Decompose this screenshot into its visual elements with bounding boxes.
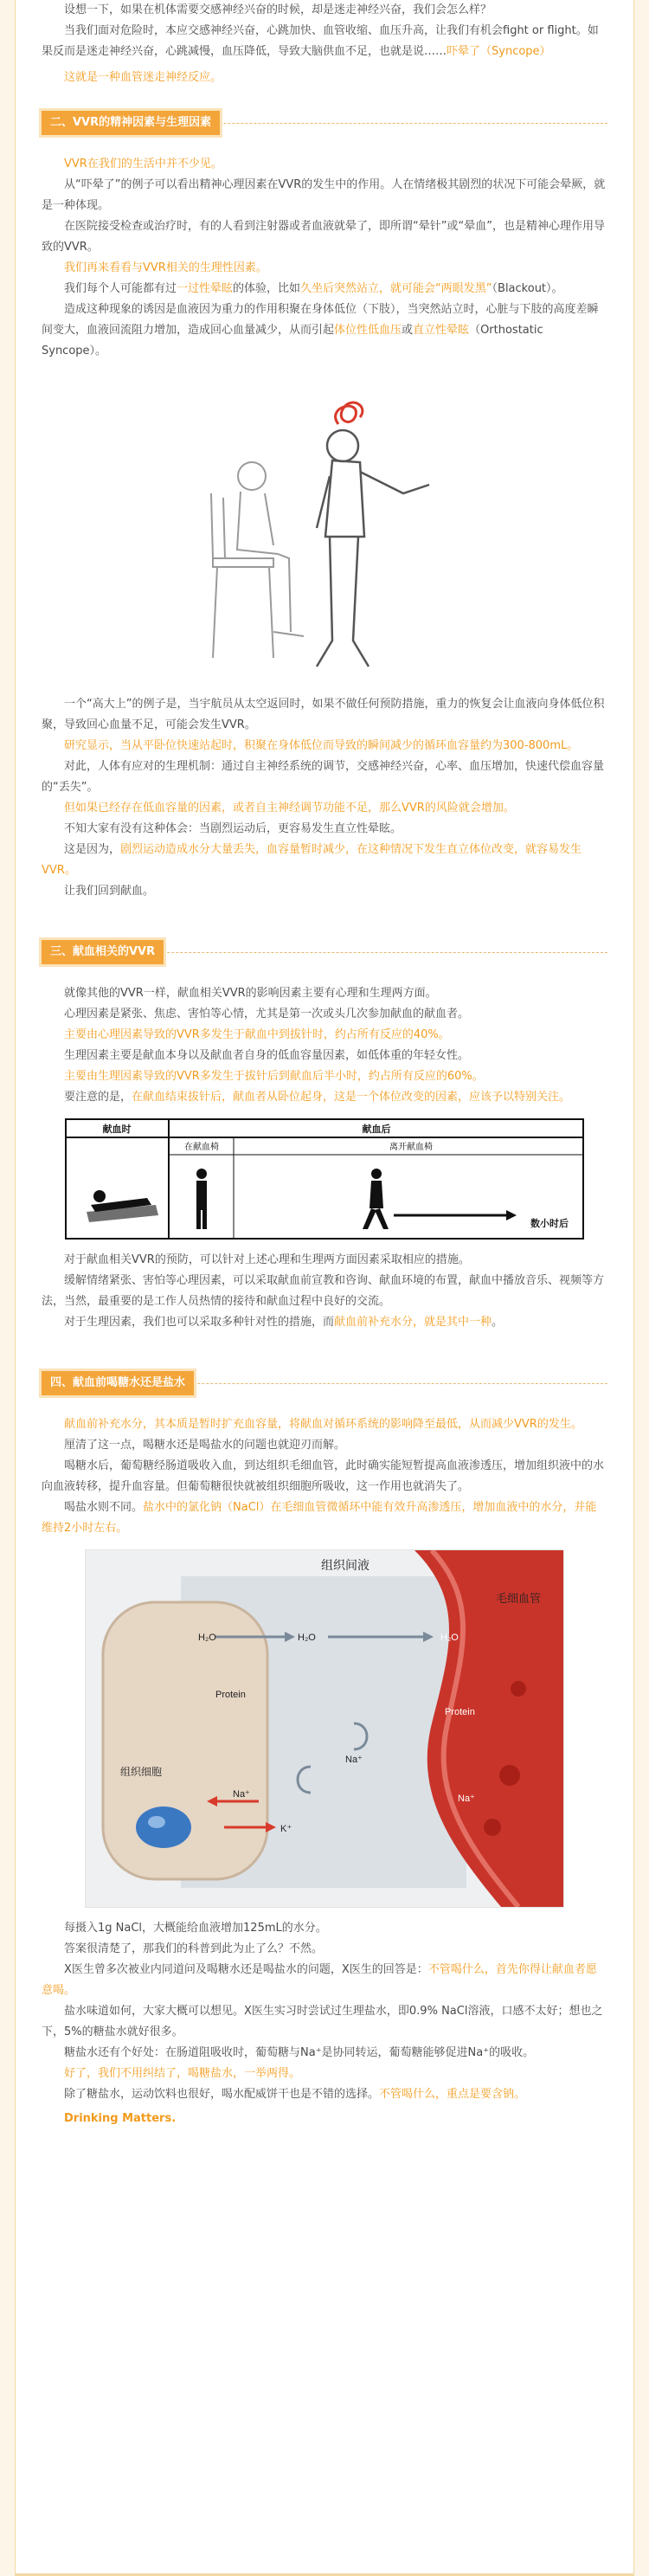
s2-p10: 但如果已经存在低血容量的因素，或者自主神经调节功能不足，那么VVR的风险就会增加。 xyxy=(64,802,515,815)
osmosis-na-3: Na⁺ xyxy=(458,1794,475,1804)
s3-p5: 主要由生理因素导致的VVR多发生于拔针后到献血后半小时，约占所有反应的60%。 xyxy=(64,1070,484,1083)
s2-p6: 造成这种现象的诱因是血液因为重力的作用积聚在身体低位（下肢），当突然站立时，心脏与下肢的高度差瞬间变大，血液回流阻力增加，造成回心血量减少，从而引起体位性低血压或直立性晕眩（Orthostatic Syncope）。 xyxy=(42,303,599,357)
s4-p7: X医生曾多次被业内同道问及喝糖水还是喝盐水的问题，X医生的回答是：不管喝什么，首先你得让献血者愿意喝。 xyxy=(42,1963,597,1997)
s4-p12-drinking-matters: Drinking Matters. xyxy=(64,2112,177,2125)
s2-p4: 我们再来看看与VVR相关的生理性因素。 xyxy=(64,261,267,274)
figure-osmosis-diagram xyxy=(85,1549,564,1908)
timeline-sub-offchair: 离开献血椅 xyxy=(389,1143,433,1152)
s2-p7: 一个“高大上”的例子是，当宇航员从太空返回时，如果不做任何预防措施，重力的恢复会让血液向身体低位积聚，导致回心血量不足，可能会发生VVR。 xyxy=(42,698,605,731)
figure-donation-timeline xyxy=(65,1118,584,1240)
s3-p1: 就像其他的VVR一样，献血相关VVR的影响因素主要有心理和生理两方面。 xyxy=(64,987,437,1000)
timeline-col-after: 献血后 xyxy=(362,1124,391,1135)
section-header-2 xyxy=(42,107,607,138)
s2-p8: 研究显示，当从平卧位快速站起时，积聚在身体低位而导致的瞬间减少的循环血容量约为300-800mL。 xyxy=(64,739,579,752)
s4-p11: 除了糖盐水，运动饮料也很好，喝水配威饼干也是不错的选择。不管喝什么，重点是要含钠。 xyxy=(64,2088,526,2101)
osmosis-na-1: Na⁺ xyxy=(233,1789,250,1800)
s3-p9: 对于生理因素，我们也可以采取多种针对性的措施，而献血前补充水分，就是其中一种。 xyxy=(64,1316,504,1329)
s4-p1: 献血前补充水分，其本质是暂时扩充血容量，将献血对循环系统的影响降至最低，从而减少VVR的发生。 xyxy=(64,1418,582,1431)
s2-p5: 我们每个人可能都有过一过性晕眩的体验，比如久坐后突然站立，就可能会“两眼发黑”（Blackout）。 xyxy=(64,282,563,295)
section-header-4 xyxy=(42,1368,607,1399)
osmosis-h2o-3: H₂O xyxy=(440,1633,459,1643)
s2-p1: VVR在我们的生活中并不少见。 xyxy=(64,158,222,171)
s3-p7: 对于献血相关VVR的预防，可以针对上述心理和生理两方面因素采取相应的措施。 xyxy=(64,1253,470,1266)
intro-block xyxy=(42,0,607,88)
s4-p9: 糖盐水还有个好处：在肠道阻吸收时，葡萄糖与Na⁺是协同转运，葡萄糖能够促进Na⁺的吸收。 xyxy=(64,2046,535,2059)
article xyxy=(15,0,634,2576)
timeline-tag-hours: 数小时后 xyxy=(530,1219,569,1229)
figure-orthostatic-illustration xyxy=(187,372,462,684)
s3-p6: 要注意的是，在献血结束拔针后，献血者从卧位起身，这是一个体位改变的因素，应该予以特别关注。 xyxy=(64,1091,571,1104)
section-header-3 xyxy=(42,937,607,968)
intro-p3: 这就是一种血管迷走神经反应。 xyxy=(64,71,222,84)
s3-p4: 生理因素主要是献血本身以及献血者自身的低血容量因素，如低体重的年轻女性。 xyxy=(64,1049,470,1062)
section-label-3: 三、献血相关的VVR xyxy=(42,940,164,964)
s3-p8: 缓解情绪紧张、害怕等心理因素，可以采取献血前宣教和咨询、献血环境的布置，献血中播放音乐、视频等方法，当然，最重要的是工作人员热情的接待和献血过程中良好的交流。 xyxy=(42,1274,605,1308)
s2-p9: 对此，人体有应对的生理机制：通过自主神经系统的调节，交感神经兴奋，心率、血压增加，快速代偿血容量的“丢失”。 xyxy=(42,760,605,794)
s3-p2: 心理因素是紧张、焦虑、害怕等心情，尤其是第一次或头几次参加献血的献血者。 xyxy=(64,1008,470,1021)
osmosis-na-2: Na⁺ xyxy=(345,1755,363,1765)
osmosis-cell-label: 组织细胞 xyxy=(120,1766,163,1778)
section-label-4: 四、献血前喝糖水还是盐水 xyxy=(42,1371,194,1395)
osmosis-title-label: 组织间液 xyxy=(321,1558,369,1572)
section-label-2: 二、VVR的精神因素与生理因素 xyxy=(42,111,220,135)
osmosis-protein-1: Protein xyxy=(215,1690,246,1700)
osmosis-h2o-1: H₂O xyxy=(198,1633,216,1643)
s4-p3: 喝糖水后，葡萄糖经肠道吸收入血，到达组织毛细血管，此时确实能短暂提高血液渗透压，增加组织液中的水向血液转移，提升血容量。但葡萄糖很快就被组织细胞所吸收，这一作用也就消失了。 xyxy=(42,1459,605,1493)
intro-p2: 当我们面对危险时，本应交感神经兴奋，心跳加快、血管收缩、血压升高，让我们有机会fight or flight。如果反而是迷走神经兴奋，心跳减慢，血压降低，导致大脑供血不足，也就是说……吓晕了（Syncope） xyxy=(42,24,599,58)
timeline-col-during: 献血时 xyxy=(102,1124,132,1135)
intro-p1: 设想一下，如果在机体需要交感神经兴奋的时候，却是迷走神经兴奋，我们会怎么样？ xyxy=(64,3,492,16)
osmosis-h2o-2: H₂O xyxy=(298,1633,316,1643)
s3-p3: 主要由心理因素导致的VVR多发生于献血中到拔针时，约占所有反应的40%。 xyxy=(64,1028,450,1041)
s4-p10: 好了，我们不用纠结了，喝糖盐水，一举两得。 xyxy=(64,2067,301,2080)
osmosis-k: K⁺ xyxy=(280,1824,292,1834)
osmosis-protein-2: Protein xyxy=(445,1707,475,1717)
osmosis-vessel-label: 毛细血管 xyxy=(495,1592,542,1605)
timeline-sub-onchair: 在献血椅 xyxy=(184,1143,219,1152)
s2-p13: 让我们回到献血。 xyxy=(64,885,155,898)
s2-p12: 这是因为，剧烈运动造成水分大量丢失，血容量暂时减少，在这种情况下发生直立体位改变，就容易发生VVR。 xyxy=(42,843,582,877)
s2-p2: 从“吓晕了”的例子可以看出精神心理因素在VVR的发生中的作用。人在情绪极其剧烈的状况下可能会晕厥，就是一种体现。 xyxy=(42,178,606,212)
s2-p3: 在医院接受检查或治疗时，有的人看到注射器或者血液就晕了，即所谓“晕针”或“晕血”，也是精神心理作用导致的VVR。 xyxy=(42,220,605,254)
s4-p8: 盐水味道如何，大家大概可以想见。X医生实习时尝试过生理盐水，即0.9% NaCl溶液，口感不太好；想也之下，5%的糖盐水就好很多。 xyxy=(42,2005,603,2038)
s4-p2: 厘清了这一点，喝糖水还是喝盐水的问题也就迎刃而解。 xyxy=(64,1439,346,1452)
s4-p5: 每摄入1g NaCl，大概能给血液增加125mL的水分。 xyxy=(64,1922,327,1935)
s2-p11: 不知大家有没有这种体会：当剧烈运动后，更容易发生直立性晕眩。 xyxy=(64,822,402,835)
s4-p6: 答案很清楚了，那我们的科普到此为止了么？不然。 xyxy=(64,1942,324,1955)
s4-p4: 喝盐水则不同。盐水中的氯化钠（NaCl）在毛细血管微循环中能有效升高渗透压，增加血液中的水分，并能维持2小时左右。 xyxy=(42,1501,597,1535)
